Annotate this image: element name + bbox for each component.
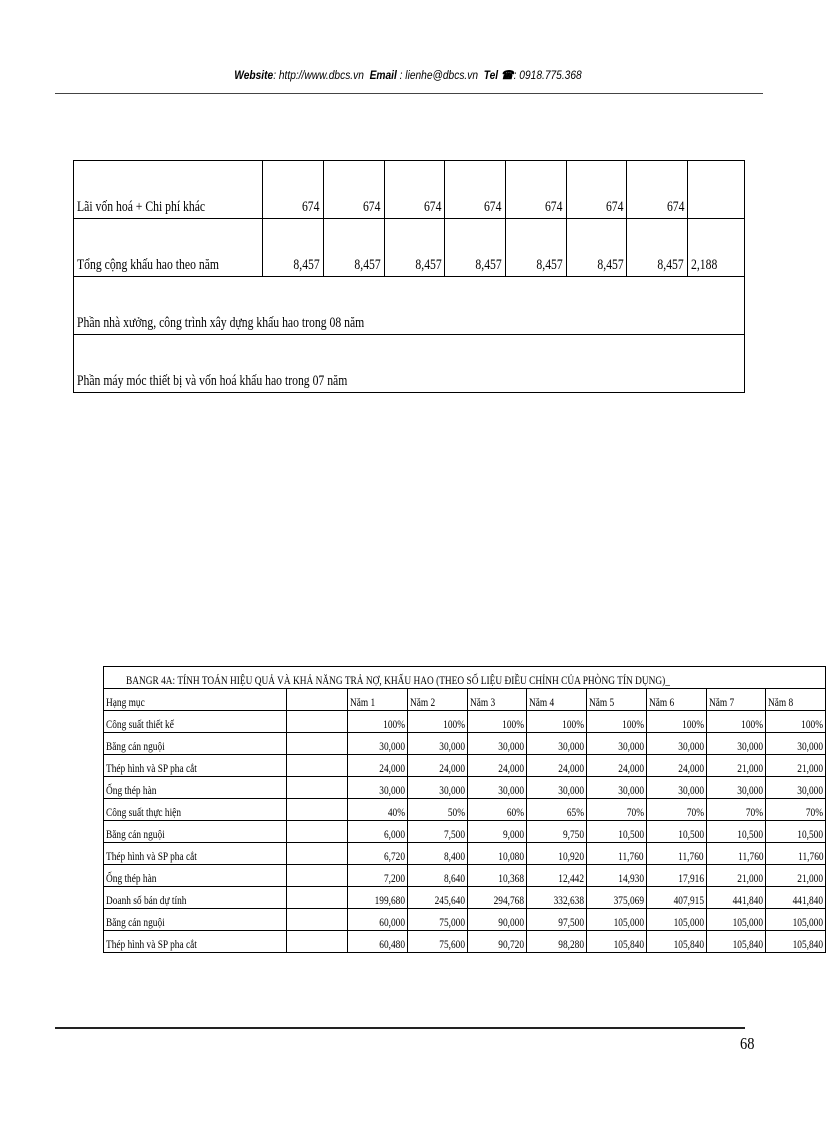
page-number: 68 — [740, 1034, 755, 1053]
cell-value: 70% — [806, 805, 824, 819]
cell-value: 8,400 — [443, 849, 465, 863]
value-cell — [706, 777, 766, 799]
value-cell — [347, 843, 407, 865]
year-header-cell — [347, 689, 407, 711]
value-cell — [587, 843, 647, 865]
cell-value: 7,500 — [443, 827, 465, 841]
cell-value: 10,500 — [677, 827, 704, 841]
cell-value: 100% — [741, 717, 764, 731]
cell-value: 9,750 — [563, 827, 585, 841]
value-cell — [587, 777, 647, 799]
note-row — [74, 335, 745, 393]
value-cell — [706, 931, 766, 953]
value-cell — [766, 777, 826, 799]
cell-value: 75,600 — [438, 937, 465, 951]
title-row — [104, 667, 826, 689]
cell-value: 30,000 — [737, 783, 764, 797]
value-cell — [688, 161, 745, 219]
value-cell — [566, 161, 627, 219]
year-header-cell — [407, 689, 467, 711]
row-label-cell — [104, 865, 287, 887]
value-cell — [407, 755, 467, 777]
value-cell — [384, 161, 445, 219]
value-cell — [587, 711, 647, 733]
year-header: Năm 6 — [648, 695, 675, 709]
value-cell — [407, 777, 467, 799]
cell-value: 30,000 — [618, 783, 644, 797]
value-cell — [766, 865, 826, 887]
cell-value: 70% — [686, 805, 704, 819]
value-cell — [347, 931, 407, 953]
cell-value: 332,638 — [553, 893, 585, 907]
value-cell — [706, 821, 766, 843]
cell-value: 674 — [423, 199, 442, 215]
value-cell — [505, 219, 566, 277]
cell-value: 30,000 — [378, 739, 405, 753]
value-cell — [445, 161, 506, 219]
depreciation-table — [73, 160, 745, 393]
row-label-cell — [104, 755, 287, 777]
value-cell — [587, 887, 647, 909]
value-cell — [467, 733, 527, 755]
cell-value: 90,000 — [498, 915, 525, 929]
table-row — [104, 755, 826, 777]
table-row — [104, 887, 826, 909]
year-header: Năm 2 — [409, 695, 435, 709]
cell-value: 674 — [605, 199, 624, 215]
row-label: Lãi vốn hoá + Chi phí khác — [77, 199, 206, 215]
value-cell — [646, 931, 706, 953]
cell-value: 24,000 — [558, 761, 585, 775]
value-cell — [505, 161, 566, 219]
row-label: Băng cán nguội — [106, 827, 165, 841]
page-header — [61, 68, 755, 82]
row-label: Công suất thực hiện — [106, 805, 182, 819]
header-divider — [55, 93, 763, 94]
note-cell — [74, 277, 745, 335]
empty-cell — [286, 865, 347, 887]
table-row — [104, 843, 826, 865]
value-cell — [384, 219, 445, 277]
empty-cell — [286, 887, 347, 909]
cell-value: 10,500 — [797, 827, 824, 841]
value-cell — [527, 931, 587, 953]
cell-value: 105,840 — [792, 937, 824, 951]
year-header-cell — [467, 689, 527, 711]
value-cell — [766, 887, 826, 909]
cell-value: 8,640 — [443, 871, 465, 885]
cell-value: 8,457 — [414, 257, 442, 273]
value-cell — [467, 777, 527, 799]
cell-value: 11,760 — [738, 849, 764, 863]
value-cell — [467, 931, 527, 953]
cell-value: 75,000 — [438, 915, 465, 929]
cell-value: 105,000 — [673, 915, 704, 929]
value-cell — [347, 711, 407, 733]
value-cell — [646, 733, 706, 755]
value-cell — [706, 799, 766, 821]
value-cell — [347, 799, 407, 821]
row-label: Thép hình và SP pha cắt — [106, 761, 197, 775]
value-cell — [627, 219, 688, 277]
value-cell — [445, 219, 506, 277]
cell-value: 30,000 — [438, 739, 465, 753]
value-cell — [407, 909, 467, 931]
cell-value: 8,457 — [657, 257, 685, 273]
row-label-cell — [74, 219, 263, 277]
value-cell — [323, 219, 384, 277]
year-header: Năm 8 — [768, 695, 794, 709]
header-label-cell — [104, 689, 287, 711]
value-cell — [347, 755, 407, 777]
cell-value: 100% — [562, 717, 585, 731]
year-header: Năm 7 — [708, 695, 734, 709]
note-text: Phần máy móc thiết bị và vốn hoá khấu hao trong 07 năm — [77, 373, 348, 389]
empty-cell — [286, 799, 347, 821]
website-value: : http://www.dbcs.vn — [273, 68, 364, 82]
table-row — [104, 865, 826, 887]
cell-value: 100% — [801, 717, 824, 731]
year-header: Năm 4 — [529, 695, 555, 709]
value-cell — [587, 865, 647, 887]
value-cell — [706, 755, 766, 777]
cell-value: 8,457 — [354, 257, 381, 273]
value-cell — [587, 909, 647, 931]
email-label: Email — [369, 68, 397, 82]
value-cell — [467, 821, 527, 843]
email-value: : lienhe@dbcs.vn — [396, 68, 479, 82]
value-cell — [688, 219, 745, 277]
table-row — [74, 161, 745, 219]
value-cell — [527, 909, 587, 931]
year-header-cell — [587, 689, 647, 711]
cell-value: 10,368 — [498, 871, 525, 885]
row-label: Thép hình và SP pha cắt — [106, 849, 197, 863]
value-cell — [527, 755, 587, 777]
row-label-cell — [104, 733, 287, 755]
note-cell — [74, 335, 745, 393]
value-cell — [646, 777, 706, 799]
cell-value: 100% — [622, 717, 644, 731]
cell-value: 12,442 — [558, 871, 585, 885]
cell-value: 24,000 — [498, 761, 525, 775]
value-cell — [706, 711, 766, 733]
value-cell — [566, 219, 627, 277]
empty-cell — [286, 931, 347, 953]
cell-value: 30,000 — [558, 783, 585, 797]
cell-value: 24,000 — [618, 761, 644, 775]
cell-value: 60,000 — [378, 915, 405, 929]
cell-value: 10,080 — [498, 849, 525, 863]
value-cell — [347, 887, 407, 909]
row-label-cell — [104, 931, 287, 953]
cell-value: 21,000 — [797, 871, 824, 885]
cell-value: 674 — [666, 199, 685, 215]
cell-value: 407,915 — [673, 893, 704, 907]
value-cell — [527, 887, 587, 909]
cell-value: 30,000 — [797, 783, 824, 797]
tel-label: Tel — [483, 68, 499, 82]
cell-value: 30,000 — [558, 739, 585, 753]
row-label-cell — [104, 887, 287, 909]
cell-value: 60,480 — [378, 937, 405, 951]
table-row — [104, 931, 826, 953]
cell-value: 674 — [362, 199, 381, 215]
cell-value: 105,840 — [733, 937, 764, 951]
value-cell — [467, 843, 527, 865]
cell-value: 21,000 — [737, 761, 764, 775]
website-label: Website — [234, 68, 274, 82]
empty-cell — [286, 755, 347, 777]
cell-value: 14,930 — [618, 871, 644, 885]
cell-value: 98,280 — [558, 937, 585, 951]
value-cell — [407, 733, 467, 755]
empty-cell — [286, 689, 347, 711]
row-label-cell — [104, 711, 287, 733]
value-cell — [706, 843, 766, 865]
empty-cell — [286, 777, 347, 799]
note-row — [74, 277, 745, 335]
value-cell — [347, 821, 407, 843]
cell-value: 6,720 — [383, 849, 405, 863]
value-cell — [706, 909, 766, 931]
row-label-cell — [104, 843, 287, 865]
cell-value: 30,000 — [438, 783, 465, 797]
cell-value: 674 — [545, 199, 563, 215]
cell-value: 7,200 — [383, 871, 405, 885]
value-cell — [407, 843, 467, 865]
cell-value: 30,000 — [498, 739, 525, 753]
value-cell — [706, 733, 766, 755]
row-label-cell — [104, 799, 287, 821]
table-row — [104, 909, 826, 931]
cell-value: 11,760 — [797, 849, 824, 863]
table-row — [74, 219, 745, 277]
year-header: Năm 5 — [589, 695, 615, 709]
value-cell — [407, 865, 467, 887]
cell-value: 100% — [681, 717, 704, 731]
cell-value: 65% — [566, 805, 585, 819]
row-label-cell — [104, 909, 287, 931]
row-label: Băng cán nguội — [106, 739, 165, 753]
efficiency-table — [103, 666, 826, 953]
value-cell — [347, 865, 407, 887]
table-title: BANGR 4A: TÍNH TOÁN HIỆU QUẢ VÀ KHẢ NĂNG TRẢ NỢ, KHẤU HAO (THEO SỐ LIỆU ĐIỀU CHỈNH CỦA PHÒNG TÍN DỤNG)_ — [126, 673, 670, 687]
cell-value: 105,000 — [792, 915, 824, 929]
value-cell — [646, 909, 706, 931]
empty-cell — [286, 711, 347, 733]
value-cell — [527, 711, 587, 733]
empty-cell — [286, 909, 347, 931]
cell-value: 8,457 — [475, 257, 502, 273]
value-cell — [407, 821, 467, 843]
value-cell — [347, 909, 407, 931]
cell-value: 97,500 — [558, 915, 585, 929]
value-cell — [407, 711, 467, 733]
year-header: Năm 1 — [349, 695, 376, 709]
value-cell — [587, 799, 647, 821]
row-label: Công suất thiết kế — [106, 717, 174, 731]
row-label-cell — [104, 821, 287, 843]
cell-value: 70% — [626, 805, 644, 819]
cell-value: 100% — [442, 717, 465, 731]
value-cell — [587, 755, 647, 777]
value-cell — [646, 843, 706, 865]
table-row — [104, 777, 826, 799]
value-cell — [706, 865, 766, 887]
value-cell — [467, 887, 527, 909]
cell-value: 105,840 — [613, 937, 644, 951]
value-cell — [467, 711, 527, 733]
value-cell — [587, 931, 647, 953]
cell-value: 441,840 — [733, 893, 764, 907]
empty-cell — [286, 821, 347, 843]
value-cell — [587, 733, 647, 755]
cell-value: 90,720 — [498, 937, 525, 951]
value-cell — [627, 161, 688, 219]
cell-value: 441,840 — [792, 893, 824, 907]
cell-value: 199,680 — [374, 893, 405, 907]
cell-value: 30,000 — [797, 739, 824, 753]
cell-value: 30,000 — [737, 739, 764, 753]
header-label: Hạng mục — [106, 695, 145, 709]
empty-cell — [286, 733, 347, 755]
value-cell — [467, 799, 527, 821]
value-cell — [766, 711, 826, 733]
value-cell — [587, 821, 647, 843]
cell-value: 674 — [484, 199, 502, 215]
cell-value: 9,000 — [503, 827, 525, 841]
value-cell — [646, 821, 706, 843]
value-cell — [646, 711, 706, 733]
cell-value: 10,500 — [737, 827, 764, 841]
value-cell — [467, 909, 527, 931]
cell-value: 105,000 — [733, 915, 764, 929]
cell-value: 11,760 — [618, 849, 644, 863]
phone-icon: ☎ — [500, 68, 514, 82]
cell-value: 8,457 — [293, 257, 320, 273]
cell-value: 100% — [382, 717, 405, 731]
value-cell — [527, 777, 587, 799]
row-label-cell — [74, 161, 263, 219]
cell-value: 30,000 — [677, 739, 704, 753]
year-header-cell — [646, 689, 706, 711]
cell-value: 24,000 — [438, 761, 465, 775]
value-cell — [407, 931, 467, 953]
value-cell — [467, 865, 527, 887]
value-cell — [527, 733, 587, 755]
cell-value: 30,000 — [378, 783, 405, 797]
value-cell — [766, 931, 826, 953]
row-label: Doanh số bán dự tính — [106, 893, 187, 907]
value-cell — [766, 799, 826, 821]
cell-value: 8,457 — [597, 257, 624, 273]
year-header: Năm 3 — [469, 695, 495, 709]
cell-value: 21,000 — [797, 761, 824, 775]
table-row — [104, 799, 826, 821]
value-cell — [527, 865, 587, 887]
value-cell — [766, 733, 826, 755]
cell-value: 10,920 — [558, 849, 585, 863]
year-header-cell — [766, 689, 826, 711]
cell-value: 245,640 — [434, 893, 465, 907]
row-label: Ống thép hàn — [106, 783, 157, 797]
table-row — [104, 711, 826, 733]
header-row — [104, 689, 826, 711]
note-text: Phần nhà xưởng, công trình xây dựng khấu hao trong 08 năm — [77, 315, 365, 331]
value-cell — [646, 799, 706, 821]
value-cell — [323, 161, 384, 219]
value-cell — [263, 161, 324, 219]
tel-value: : 0918.775.368 — [513, 68, 582, 82]
cell-value: 6,000 — [383, 827, 405, 841]
value-cell — [467, 755, 527, 777]
value-cell — [646, 887, 706, 909]
value-cell — [347, 733, 407, 755]
table-row — [104, 733, 826, 755]
row-label: Băng cán nguội — [106, 915, 165, 929]
table-row — [104, 821, 826, 843]
cell-value: 21,000 — [737, 871, 764, 885]
cell-value: 100% — [502, 717, 525, 731]
cell-value: 2,188 — [691, 257, 718, 273]
value-cell — [766, 843, 826, 865]
cell-value: 30,000 — [498, 783, 525, 797]
value-cell — [527, 821, 587, 843]
value-cell — [407, 799, 467, 821]
cell-value: 30,000 — [618, 739, 644, 753]
value-cell — [766, 909, 826, 931]
row-label: Tổng cộng khấu hao theo năm — [77, 257, 219, 273]
row-label: Ống thép hàn — [106, 871, 157, 885]
cell-value: 105,000 — [613, 915, 644, 929]
row-label-cell — [104, 777, 287, 799]
cell-value: 105,840 — [673, 937, 704, 951]
cell-value: 10,500 — [618, 827, 644, 841]
value-cell — [347, 777, 407, 799]
cell-value: 17,916 — [677, 871, 704, 885]
value-cell — [527, 799, 587, 821]
table-title-cell — [104, 667, 826, 689]
value-cell — [646, 865, 706, 887]
cell-value: 11,760 — [678, 849, 704, 863]
cell-value: 674 — [302, 199, 320, 215]
value-cell — [766, 755, 826, 777]
cell-value: 50% — [447, 805, 465, 819]
value-cell — [527, 843, 587, 865]
value-cell — [646, 755, 706, 777]
cell-value: 24,000 — [378, 761, 405, 775]
cell-value: 8,457 — [536, 257, 563, 273]
value-cell — [263, 219, 324, 277]
value-cell — [766, 821, 826, 843]
row-label: Thép hình và SP pha cắt — [106, 937, 197, 951]
cell-value: 294,768 — [493, 893, 525, 907]
cell-value: 30,000 — [677, 783, 704, 797]
cell-value: 70% — [746, 805, 764, 819]
year-header-cell — [527, 689, 587, 711]
value-cell — [706, 887, 766, 909]
cell-value: 60% — [507, 805, 525, 819]
cell-value: 40% — [387, 805, 405, 819]
empty-cell — [286, 843, 347, 865]
year-header-cell — [706, 689, 766, 711]
footer-divider — [55, 1027, 745, 1029]
value-cell — [407, 887, 467, 909]
cell-value: 24,000 — [677, 761, 704, 775]
cell-value: 375,069 — [613, 893, 644, 907]
